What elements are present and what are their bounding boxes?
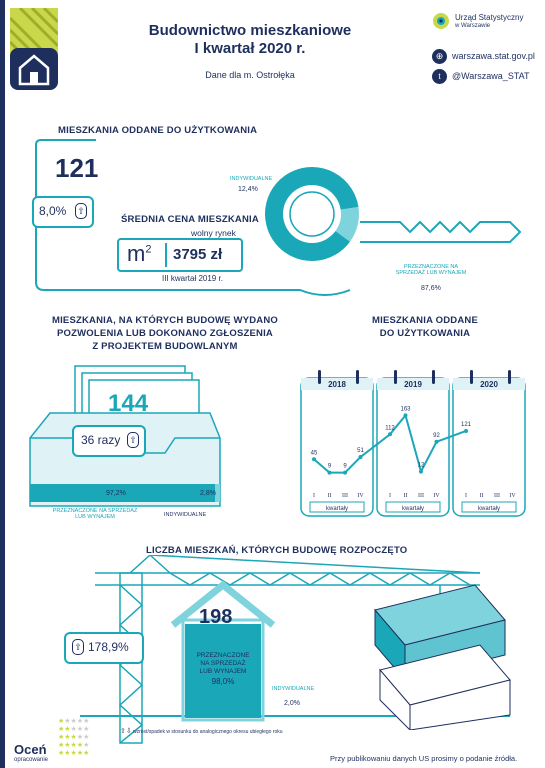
completed-section-title: MIESZKANIA ODDANE DO UŻYTKOWANIA	[58, 125, 258, 136]
quarter-tick-label: II	[327, 493, 332, 499]
title-line-1: Budownictwo mieszkaniowe	[148, 22, 352, 39]
arrow-up-icon: ⇧	[127, 432, 139, 448]
permits-count: 144	[108, 390, 149, 417]
arrow-up-icon: ⇧	[72, 639, 84, 655]
star-row-4[interactable]: ★★★★★	[58, 742, 90, 749]
donut-sale-label-2: SPRZEDAŻ LUB WYNAJEM	[395, 270, 467, 276]
page-subtitle: Dane dla m. Ostrołęka	[205, 70, 295, 80]
org-line-1: Urząd Statystyczny	[455, 13, 524, 22]
quarterly-title-line-1: MIESZKANIA ODDANE	[372, 315, 478, 326]
avg-price-title: ŚREDNIA CENA MIESZKANIA	[121, 214, 259, 225]
star-row-2[interactable]: ★★★★★	[58, 726, 90, 733]
donut-sale-pct: 87,6%	[421, 285, 441, 292]
data-point	[404, 413, 408, 417]
containers-graphic	[355, 580, 525, 730]
donut-sale-label-1: PRZEZNACZONE NA	[403, 264, 459, 270]
quarter-tick-label: I	[389, 493, 391, 499]
data-label: 51	[357, 448, 364, 455]
data-point	[419, 470, 423, 474]
completed-change-box	[32, 196, 94, 228]
unit-label	[127, 241, 151, 267]
permits-individual-pct: 2,8%	[200, 490, 216, 497]
started-count: 198	[199, 606, 233, 628]
donut-individual-label: INDYWIDUALNE	[230, 176, 273, 182]
started-sale-label-2: NA SPRZEDAŻ	[200, 660, 246, 667]
legend-arrows-icon: ⇧⇩	[120, 728, 132, 735]
org-line-2: w Warszawie	[455, 23, 491, 29]
price-divider	[165, 243, 167, 267]
price-period: III kwartał 2019 r.	[162, 274, 223, 283]
calendar-ring-icon	[394, 370, 397, 384]
started-sale-pct: 98,0%	[211, 677, 235, 686]
star-row-1[interactable]: ★★★★★	[58, 718, 90, 725]
data-label: 112	[385, 425, 395, 432]
started-section-title: LICZBA MIESZKAŃ, KTÓRYCH BUDOWĘ ROZPOCZĘTO	[146, 545, 408, 556]
quarter-tick-label: I	[465, 493, 467, 499]
data-label: 163	[400, 406, 411, 413]
quarterly-title-line-2: DO UŻYTKOWANIA	[379, 328, 471, 339]
quarterly-section-title	[350, 314, 500, 340]
data-label: 9	[343, 463, 347, 470]
unit-base: m	[127, 241, 146, 266]
permits-title-line-2: POZWOLENIA LUB DOKONANO ZGŁOSZENIA	[57, 328, 273, 339]
started-change-value: 178,9%	[88, 640, 129, 654]
permits-sale-pct: 97,2%	[106, 490, 126, 497]
started-individual-label: INDYWIDUALNE	[272, 686, 315, 692]
donut-individual-pct: 12,4%	[238, 186, 258, 193]
twitter-icon: t	[432, 69, 447, 84]
rate-label[interactable]	[14, 744, 48, 766]
data-point	[464, 429, 468, 433]
calendar-ring-icon	[470, 370, 473, 384]
avg-price-subtitle: wolny rynek	[191, 228, 236, 238]
website-icon: ⊕	[432, 49, 447, 64]
data-point	[312, 457, 316, 461]
axis-label: kwartały	[401, 506, 425, 512]
quarter-tick-label: III	[418, 493, 424, 499]
permits-title-line-1: MIESZKANIA, NA KTÓRYCH BUDOWĘ WYDANO	[51, 315, 279, 326]
axis-label: kwartały	[325, 506, 349, 512]
website-link[interactable]: warszawa.stat.gov.pl	[452, 51, 535, 61]
year-label: 2019	[404, 380, 422, 389]
quarter-tick-label: IV	[509, 493, 516, 499]
quarter-tick-label: II	[403, 493, 408, 499]
quarter-tick-label: IV	[433, 493, 440, 499]
quarter-tick-label: I	[313, 493, 315, 499]
rate-label-1: Oceń	[14, 742, 47, 757]
calendar-ring-icon	[508, 370, 511, 384]
donut-slice-individual	[343, 208, 350, 236]
permits-section-title	[40, 314, 290, 353]
permits-change-value: 36 razy	[81, 433, 121, 447]
quarter-tick-label: IV	[357, 493, 364, 499]
data-label: 92	[433, 432, 440, 439]
calendar-ring-icon	[318, 370, 321, 384]
permits-sale-label	[30, 508, 160, 520]
axis-label: kwartały	[477, 506, 501, 512]
donut-hole	[290, 192, 334, 236]
data-point	[359, 455, 363, 459]
data-label: 121	[460, 421, 472, 428]
calendar-ring-icon	[432, 370, 435, 384]
started-change-box	[64, 632, 144, 664]
source-credit: Przy publikowaniu danych US prosimy o podanie źródła.	[330, 754, 518, 763]
twitter-link[interactable]: @Warszawa_STAT	[452, 71, 530, 81]
title-line-2: I kwartał 2020 r.	[194, 40, 306, 57]
quarter-tick-label: II	[479, 493, 484, 499]
data-label: 12	[417, 462, 425, 469]
permits-sale-label-1: PRZEZNACZONE NA SPRZEDAŻ	[52, 508, 138, 514]
price-value: 3795 zł	[173, 246, 223, 263]
data-point	[328, 471, 332, 475]
started-individual-pct: 2,0%	[284, 700, 300, 707]
permits-individual-label: INDYWIDUALNE	[164, 512, 207, 518]
year-label: 2018	[328, 380, 346, 389]
data-label: 9	[327, 463, 332, 470]
price-box	[117, 238, 243, 272]
star-row-5[interactable]: ★★★★★	[58, 750, 90, 757]
data-point	[343, 471, 347, 475]
arrow-up-icon: ⇧	[75, 203, 87, 219]
year-label: 2020	[480, 380, 498, 389]
legend-note: wzrost/spadek w stosunku do analogicznego okresu ubiegłego roku	[133, 729, 283, 735]
data-point	[435, 440, 439, 444]
data-label: 45	[310, 450, 318, 457]
permits-sale-label-2: LUB WYNAJEM	[75, 514, 115, 520]
permits-title-line-3: Z PROJEKTEM BUDOWLANYM	[92, 341, 238, 352]
unit-superscript: 2	[145, 243, 152, 256]
completed-change-value: 8,0%	[39, 204, 67, 218]
completed-donut-chart	[262, 164, 362, 264]
permits-change-box	[72, 425, 146, 457]
quarter-tick-label: III	[342, 493, 348, 499]
rating-stars[interactable]	[58, 718, 89, 758]
started-sale-label	[187, 652, 259, 686]
calendar-ring-icon	[356, 370, 359, 384]
star-row-3[interactable]: ★★★★★	[58, 734, 90, 741]
data-point	[388, 432, 392, 436]
rate-label-2: opracowanie	[14, 757, 49, 763]
started-sale-label-1: PRZEZNACZONE	[196, 652, 250, 659]
completed-count: 121	[55, 153, 99, 183]
quarterly-line-chart	[300, 364, 528, 519]
donut-sale-label	[386, 264, 476, 276]
quarter-tick-label: III	[494, 493, 500, 499]
started-sale-label-3: LUB WYNAJEM	[199, 668, 247, 675]
